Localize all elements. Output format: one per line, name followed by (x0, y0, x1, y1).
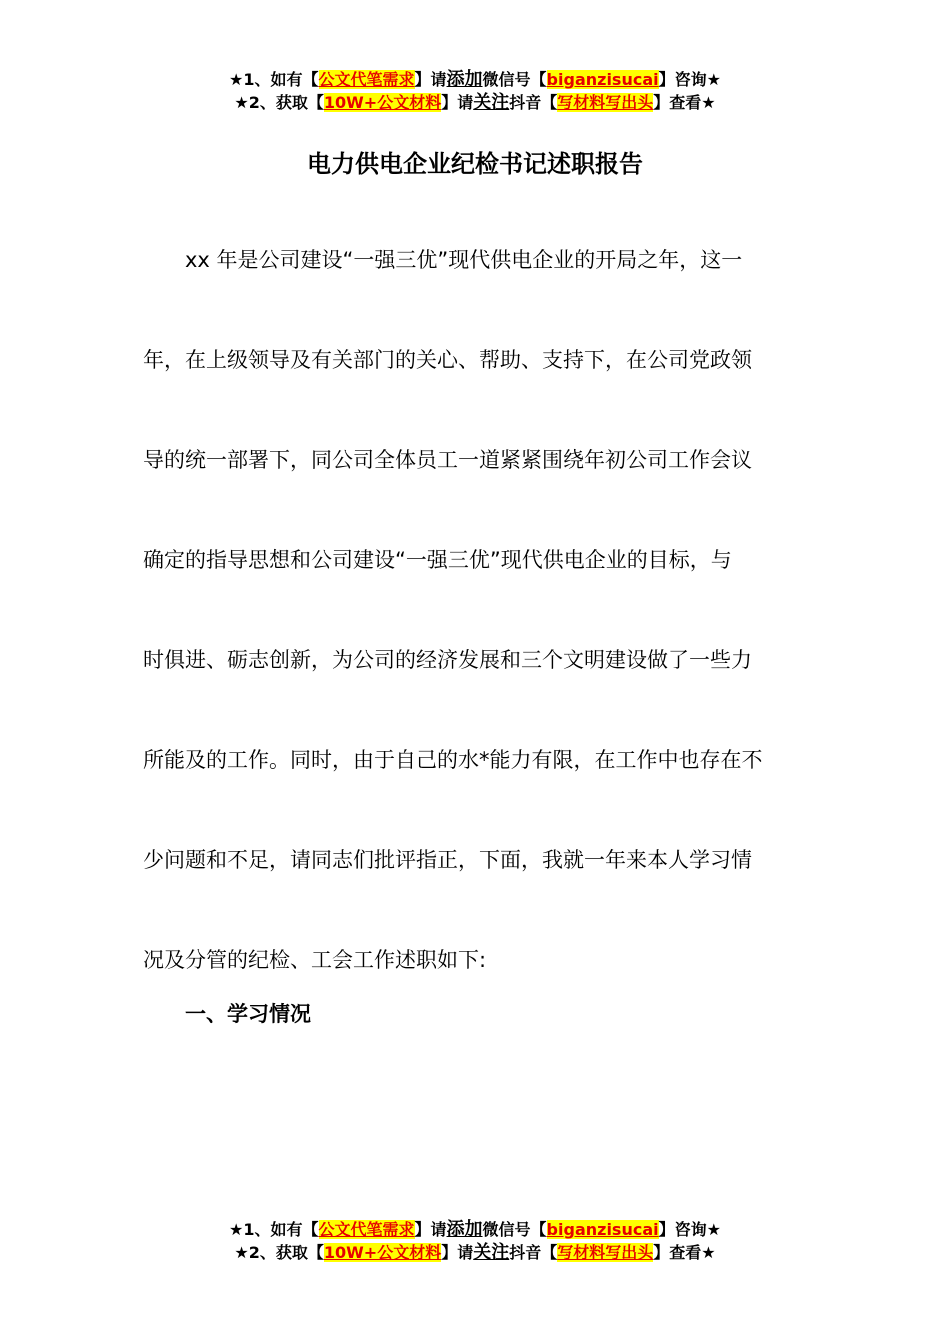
promo-text: ★2、获取【 (234, 1243, 324, 1262)
promo-highlight: biganzisucai (546, 1220, 659, 1239)
promo-highlight: 写材料写出头 (557, 93, 654, 112)
promo-text: 】请 (441, 1243, 474, 1262)
promo-highlight: 写材料写出头 (557, 1243, 654, 1262)
body-line: 所能及的工作。同时，由于自己的水*能力有限，在工作中也存在不 (143, 748, 763, 772)
body-line: 况及分管的纪检、工会工作述职如下: (143, 948, 487, 972)
body-line: 导的统一部署下，同公司全体员工一道紧紧围绕年初公司工作会议 (143, 448, 752, 472)
promo-highlight: 公文代笔需求 (318, 70, 415, 89)
body-line: xx 年是公司建设“一强三优”现代供电企业的开局之年，这一 (185, 248, 743, 272)
promo-line-2 (0, 1241, 950, 1264)
promo-text: ★2、获取【 (234, 93, 324, 112)
promo-emphasis: 添加 (446, 69, 483, 90)
promo-highlight: biganzisucai (546, 70, 659, 89)
document-body (143, 210, 807, 1010)
promo-emphasis: 添加 (446, 1219, 483, 1240)
body-line: 年，在上级领导及有关部门的关心、帮助、支持下，在公司党政领 (143, 348, 752, 372)
promo-text: 】请 (441, 93, 474, 112)
body-line: 少问题和不足，请同志们批评指正，下面，我就一年来本人学习情 (143, 848, 752, 872)
promo-highlight: 公文代笔需求 (318, 1220, 415, 1239)
bottom-promo-banner (0, 1218, 950, 1264)
document-title: 电力供电企业纪检书记述职报告 (307, 150, 643, 179)
body-line: 确定的指导思想和公司建设“一强三优”现代供电企业的目标，与 (143, 548, 732, 572)
promo-text: 微信号【 (482, 1220, 547, 1239)
promo-line-1 (0, 68, 950, 91)
top-promo-banner (0, 68, 950, 114)
promo-emphasis: 关注 (473, 92, 510, 113)
promo-text: 抖音【 (509, 1243, 558, 1262)
promo-text: 】查看★ (653, 93, 716, 112)
promo-text: 】请 (414, 70, 447, 89)
promo-text: ★1、如有【 (229, 1220, 319, 1239)
promo-text: 】咨询★ (658, 70, 721, 89)
promo-text: 抖音【 (509, 93, 558, 112)
promo-text: ★1、如有【 (229, 70, 319, 89)
body-line: 时俱进、砺志创新，为公司的经济发展和三个文明建设做了一些力 (143, 648, 752, 672)
promo-line-2 (0, 91, 950, 114)
promo-line-1 (0, 1218, 950, 1241)
promo-text: 】查看★ (653, 1243, 716, 1262)
promo-highlight: 10W+公文材料 (323, 93, 442, 112)
promo-text: 】请 (414, 1220, 447, 1239)
promo-emphasis: 关注 (473, 1242, 510, 1263)
promo-highlight: 10W+公文材料 (323, 1243, 442, 1262)
promo-text: 】咨询★ (658, 1220, 721, 1239)
section-heading: 一、学习情况 (185, 1002, 311, 1026)
promo-text: 微信号【 (482, 70, 547, 89)
